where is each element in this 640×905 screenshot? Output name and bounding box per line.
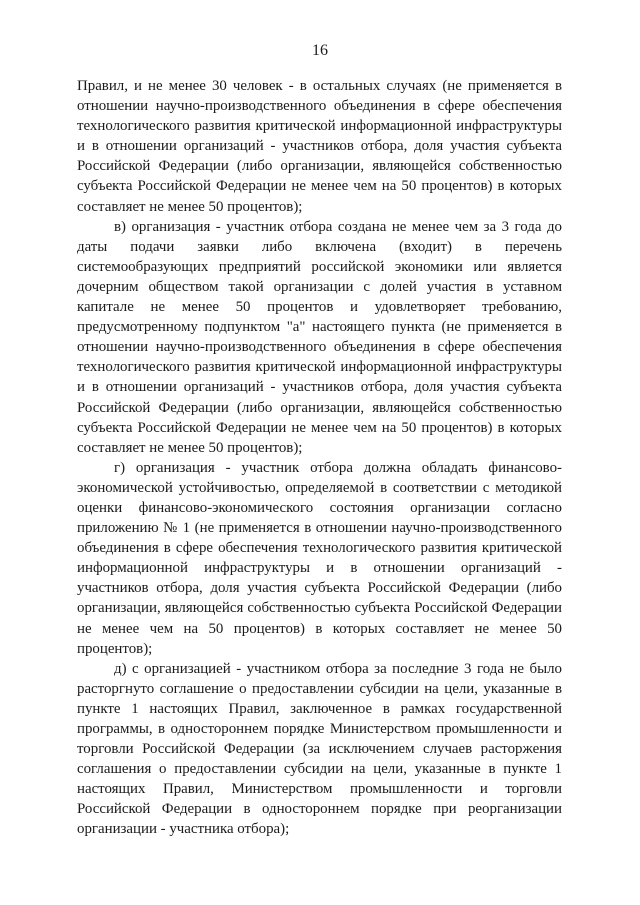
document-body (77, 76, 562, 840)
paragraph-continuation: Правил, и не менее 30 человек - в остальных случаях (не применяется в отношении научно-производственного объединения в сфере обеспечения технологического развития критической информационной инфраструктуры и в отношении организаций - участников отбора, доля участия субъекта Российской Федерации (либо организации, являющейся собственностью субъекта Российской Федерации не менее чем на 50 процентов) в которых составляет не менее 50 процентов); (77, 78, 562, 215)
paragraph-item-d: д) с организацией - участником отбора за последние 3 года не было расторгнуто соглашение о предоставлении субсидии на цели, указанные в пункте 1 настоящих Правил, заключенное в рамках государственной программы, в одностороннем порядке Министерством промышленности и торговли Российской Федерации (за исключением случаев расторжения соглашения о предоставлении субсидии на цели, указанные в пункте 1 настоящих Правил, Министерством промышленности и торговли Российской Федерации в одностороннем порядке при реорганизации организации - участника отбора); (77, 660, 562, 838)
paragraph-item-v: в) организация - участник отбора создана не менее чем за 3 года до даты подачи заявки либо включена (входит) в перечень системообразующих предприятий российской экономики или является дочерним обществом такой организации с долей участия в уставном капитале не менее 50 процентов и удовлетворяет требованию, предусмотренному подпунктом "а" настоящего пункта (не применяется в отношении научно-производственного объединения в сфере обеспечения технологического развития критической информационной инфраструктуры и в отношении организаций - участников отбора, доля участия субъекта Российской Федерации (либо организации, являющейся собственностью субъекта Российской Федерации не менее чем на 50 процентов) в которых составляет не менее 50 процентов); (77, 218, 562, 456)
paragraph-item-g: г) организация - участник отбора должна обладать финансово-экономической устойчивостью, определяемой в соответствии с методикой оценки финансово-экономического состояния организации согласно приложению № 1 (не применяется в отношении научно-производственного объединения в сфере обеспечения технологического развития критической информационной инфраструктуры и в отношении организаций - участников отбора, доля участия субъекта Российской Федерации (либо организации, являющейся собственностью субъекта Российской Федерации не менее чем на 50 процентов) в которых составляет не менее 50 процентов); (77, 459, 562, 657)
page-number: 16 (312, 42, 328, 59)
